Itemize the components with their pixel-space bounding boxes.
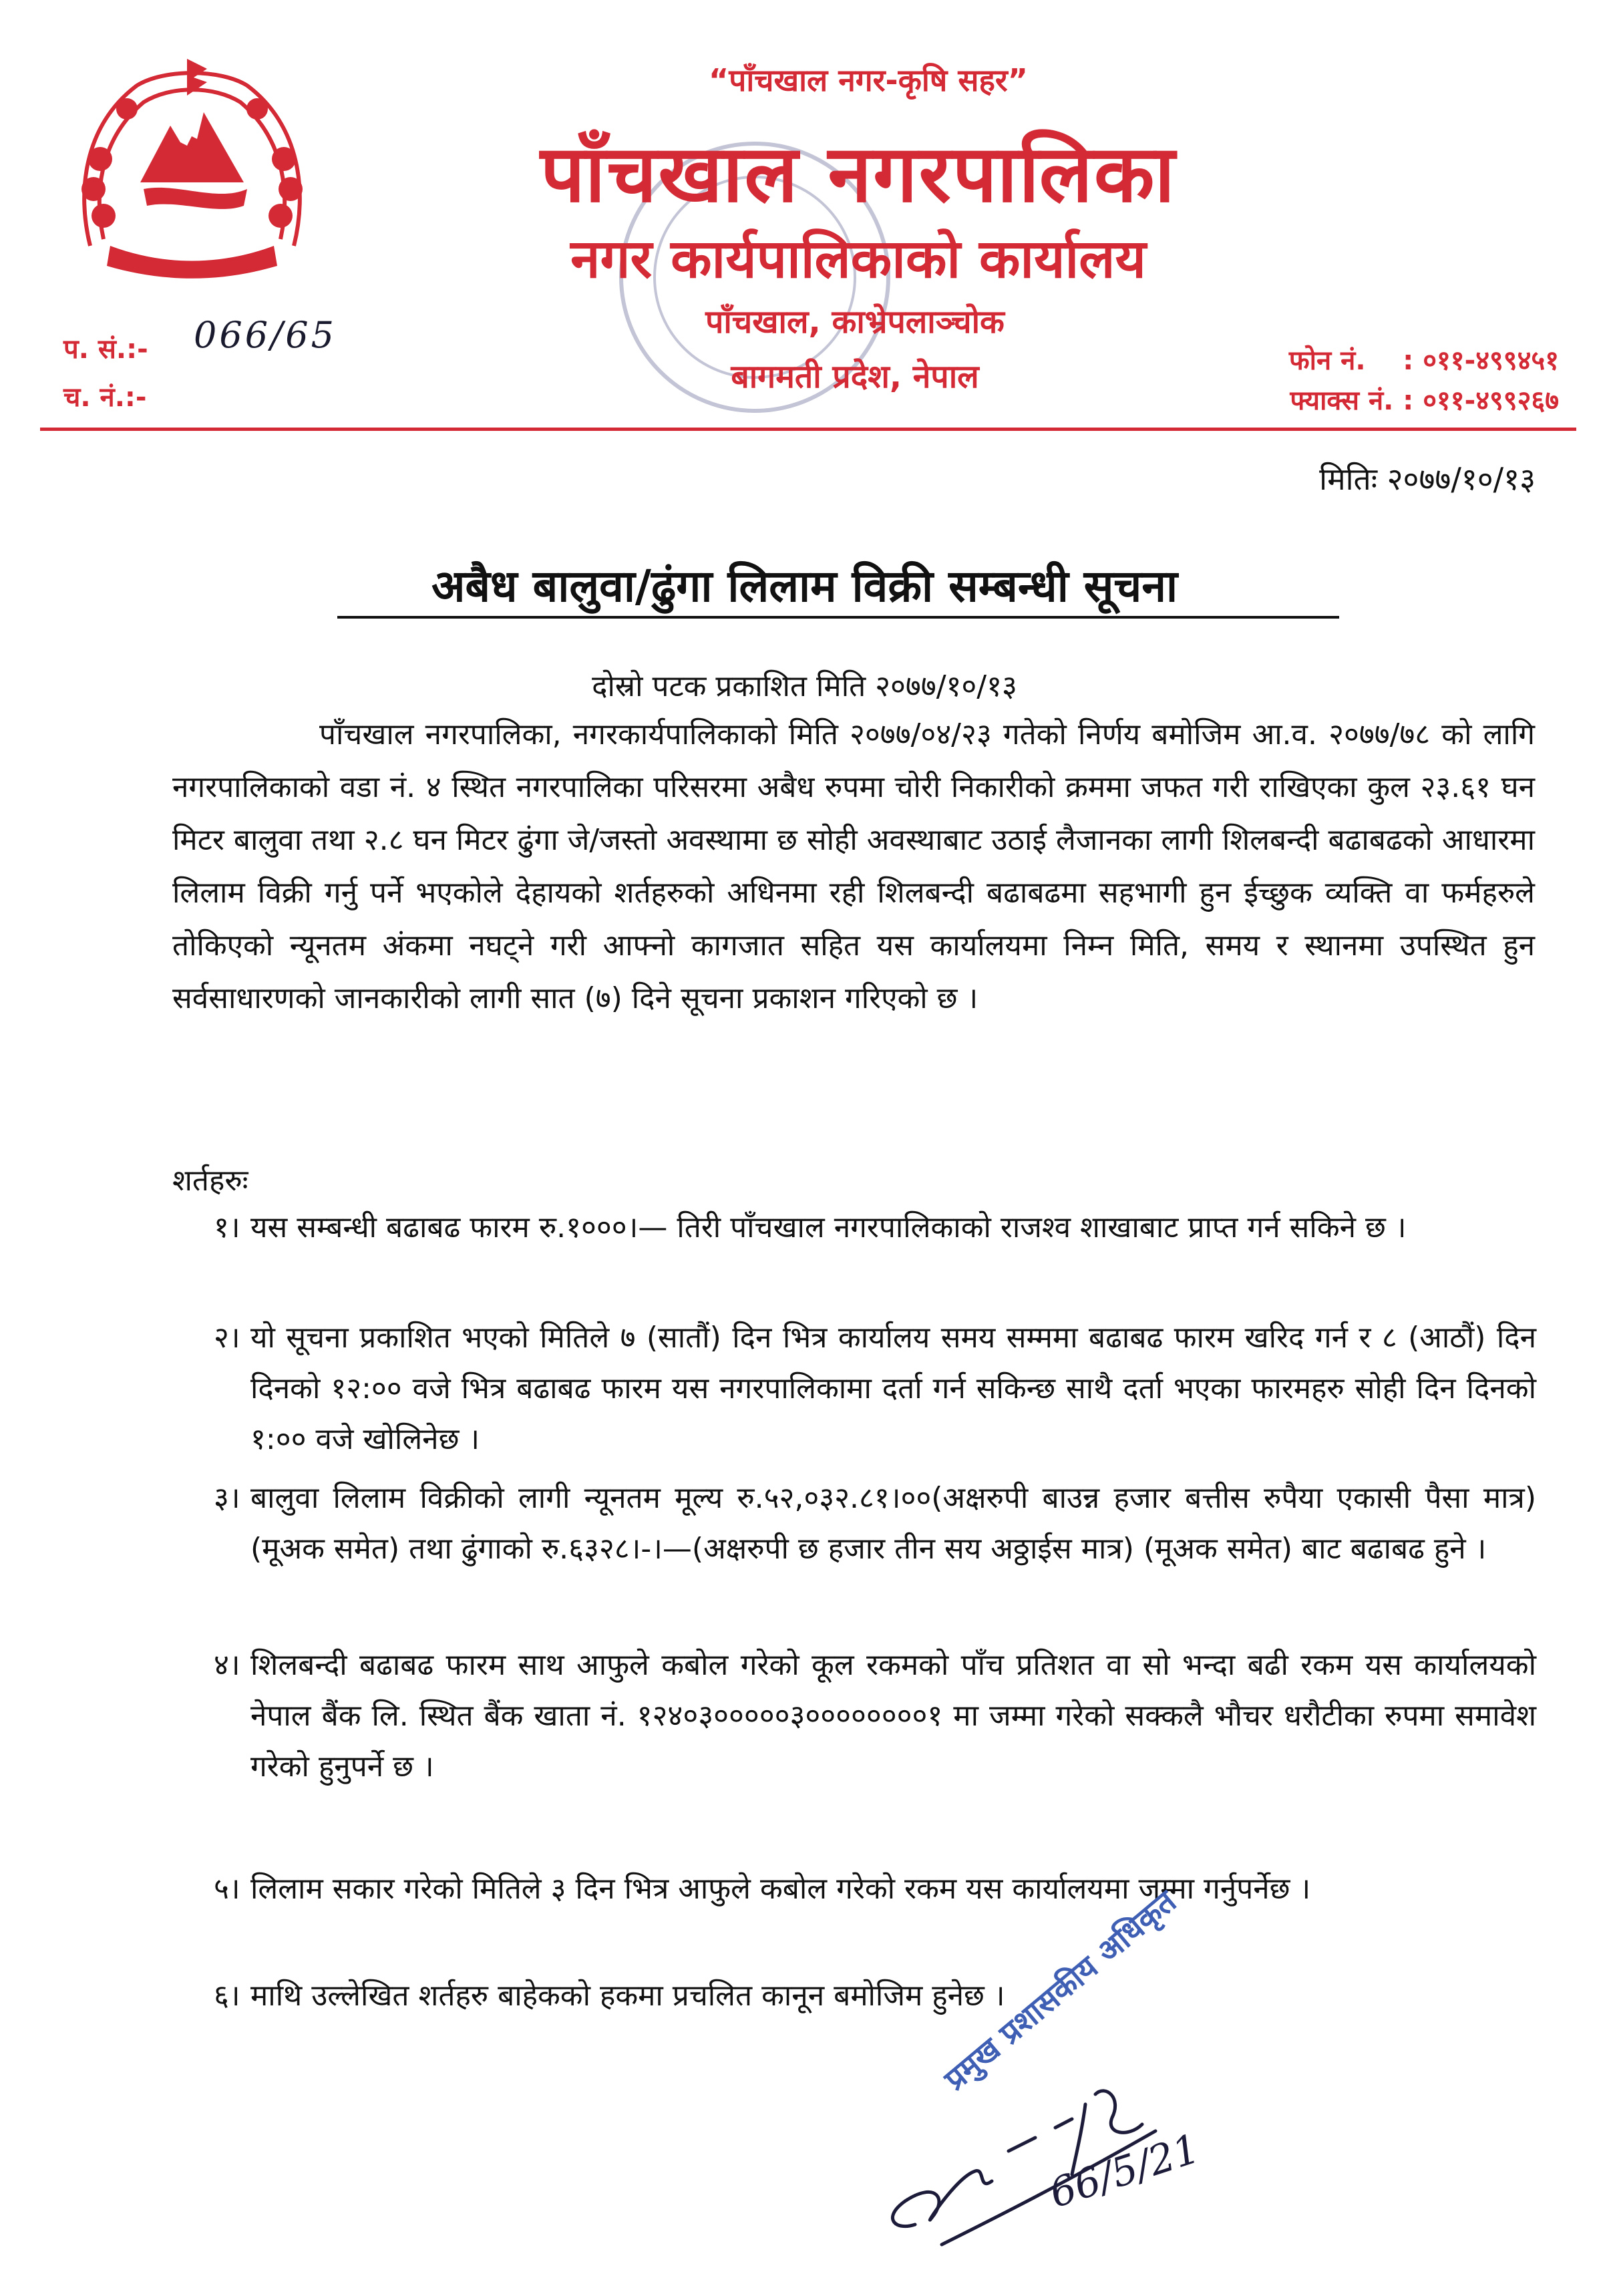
condition-item — [214, 1864, 1536, 1915]
nepal-emblem-logo — [63, 45, 321, 286]
notice-title: अबैध बालुवा/ढुंगा लिलाम विक्री सम्बन्धी सूचना — [431, 560, 1178, 612]
header-divider — [40, 428, 1576, 431]
notice-paragraph-text: पाँचखाल नगरपालिका, नगरकार्यपालिकाको मिति २०७७/०४/२३ गतेको निर्णय बमोजिम आ.व. २०७७/७८ को लागि नगरपालिकाको वडा नं. ४ स्थित नगरपालिका परिसरमा अबैध रुपमा चोरी निकारीको क्रममा जफत गरी राखिएका कुल २३.६१ घन मिटर बालुवा तथा २.८ घन मिटर ढुंगा जे/जस्तो अवस्थामा छ सोही अवस्थाबाट उठाई लैजानका लागी शिलबन्दी बढाबढको आधारमा लिलाम विक्री गर्नु पर्ने भएकोले देहायको शर्तहरुको अधिनमा रही शिलबन्दी बढाबढमा सहभागी हुन ईच्छुक व्यक्ति वा फर्महरुले तोकिएको न्यूनतम अंकमा नघट्ने गरी आफ्नो कागजात सहित यस कार्यालयमा निम्न मिति, समय र स्थानमा उपस्थित हुन सर्वसाधारणको जानकारीको लागी सात (७) दिने सूचना प्रकाशन गरिएको छ । — [172, 717, 1535, 1015]
dispatch-number-label: च. नं.:- — [63, 382, 147, 413]
condition-text: यस सम्बन्धी बढाबढ फारम रु.१०००।— तिरी पाँचखाल नगरपालिकाको राजश्व शाखाबाट प्राप्त गर्न सकिने छ । — [250, 1210, 1407, 1245]
condition-number: ३। — [214, 1481, 240, 1515]
office-name: नगर कार्यपालिकाको कार्यालय — [570, 228, 1146, 290]
condition-number: ४। — [214, 1648, 240, 1682]
condition-item — [214, 1313, 1536, 1465]
condition-text: शिलबन्दी बढाबढ फारम साथ आफुले कबोल गरेको कूल रकमको पाँच प्रतिशत वा सो भन्दा बढी रकम यस कार्यालयको नेपाल बैंक लि. स्थित बैंक खाता नं. १२४०३०००००३००००००००१ मा जम्मा गरेको सक्कलै भौचर धरौटीका रुपमा समावेश गरेको हुनुपर्ने छ । — [250, 1648, 1536, 1784]
phone-number: फोन नं. : ०११-४९९४५१ — [1288, 345, 1559, 376]
reference-number-value: 066/65 — [194, 314, 337, 356]
address-line-1: पाँचखाल, काभ्रेपलाञ्चोक — [705, 303, 1005, 341]
municipality-name: पाँचखाल नगरपालिका — [540, 128, 1177, 220]
signature-image — [842, 2058, 1242, 2285]
condition-text: बालुवा लिलाम विक्रीको लागी न्यूनतम मूल्य रु.५२,०३२.८१।००(अक्षरुपी बाउन्न हजार बत्तीस रुपैया एकासी पैसा मात्र) (मूअक समेत) तथा ढुंगाको रु.६३२८।-।—(अक्षरुपी छ हजार तीन सय अठ्ठाईस मात्र) (मूअक समेत) बाट बढाबढ हुने । — [250, 1481, 1536, 1566]
condition-item — [214, 1640, 1536, 1792]
condition-number: ६। — [214, 1979, 240, 2013]
condition-text: लिलाम सकार गरेको मितिले ३ दिन भित्र आफुले कबोल गरेको रकम यस कार्यालयमा जम्मा गर्नुपर्नेछ । — [250, 1872, 1311, 1906]
condition-item — [214, 1473, 1536, 1575]
condition-number: १। — [214, 1210, 240, 1245]
notice-date: मितिः २०७७/१०/१३ — [1319, 461, 1536, 497]
reference-number-label: प. सं.:- — [63, 334, 148, 365]
title-underline — [337, 616, 1339, 619]
notice-paragraph — [172, 708, 1535, 1025]
condition-text: माथि उल्लेखित शर्तहरु बाहेकको हकमा प्रचलित कानून बमोजिम हुनेछ । — [250, 1979, 1005, 2013]
condition-item — [214, 1202, 1536, 1253]
condition-text: यो सूचना प्रकाशित भएको मितिले ७ (सातौं) दिन भित्र कार्यालय समय सम्ममा बढाबढ फारम खरिद गर्न र ८ (आठौं) दिन दिनको १२:०० वजे भित्र बढाबढ फारम यस नगरपालिकामा दर्ता गर्न सकिन्छ साथै दर्ता भएका फारमहरु सोही दिन दिनको १:०० वजे खोलिनेछ । — [250, 1321, 1536, 1456]
fax-number: फ्याक्स नं. : ०११-४९९२६७ — [1290, 385, 1559, 416]
address-line-2: बागमती प्रदेश, नेपाल — [731, 358, 979, 395]
condition-item — [214, 1971, 1536, 2021]
municipality-slogan: “पाँचखाल नगर-कृषि सहर” — [709, 62, 1028, 98]
condition-number: ५। — [214, 1872, 240, 1906]
condition-number: २। — [214, 1321, 240, 1355]
svg-text:66/5/21: 66/5/21 — [1044, 2125, 1206, 2218]
conditions-heading: शर्तहरुः — [172, 1164, 248, 1198]
officer-role-stamp: प्रमुख प्रशासकीय अधिकृत — [937, 1882, 1184, 2098]
republished-date-line: दोस्रो पटक प्रकाशित मिति २०७७/१०/१३ — [592, 669, 1017, 703]
